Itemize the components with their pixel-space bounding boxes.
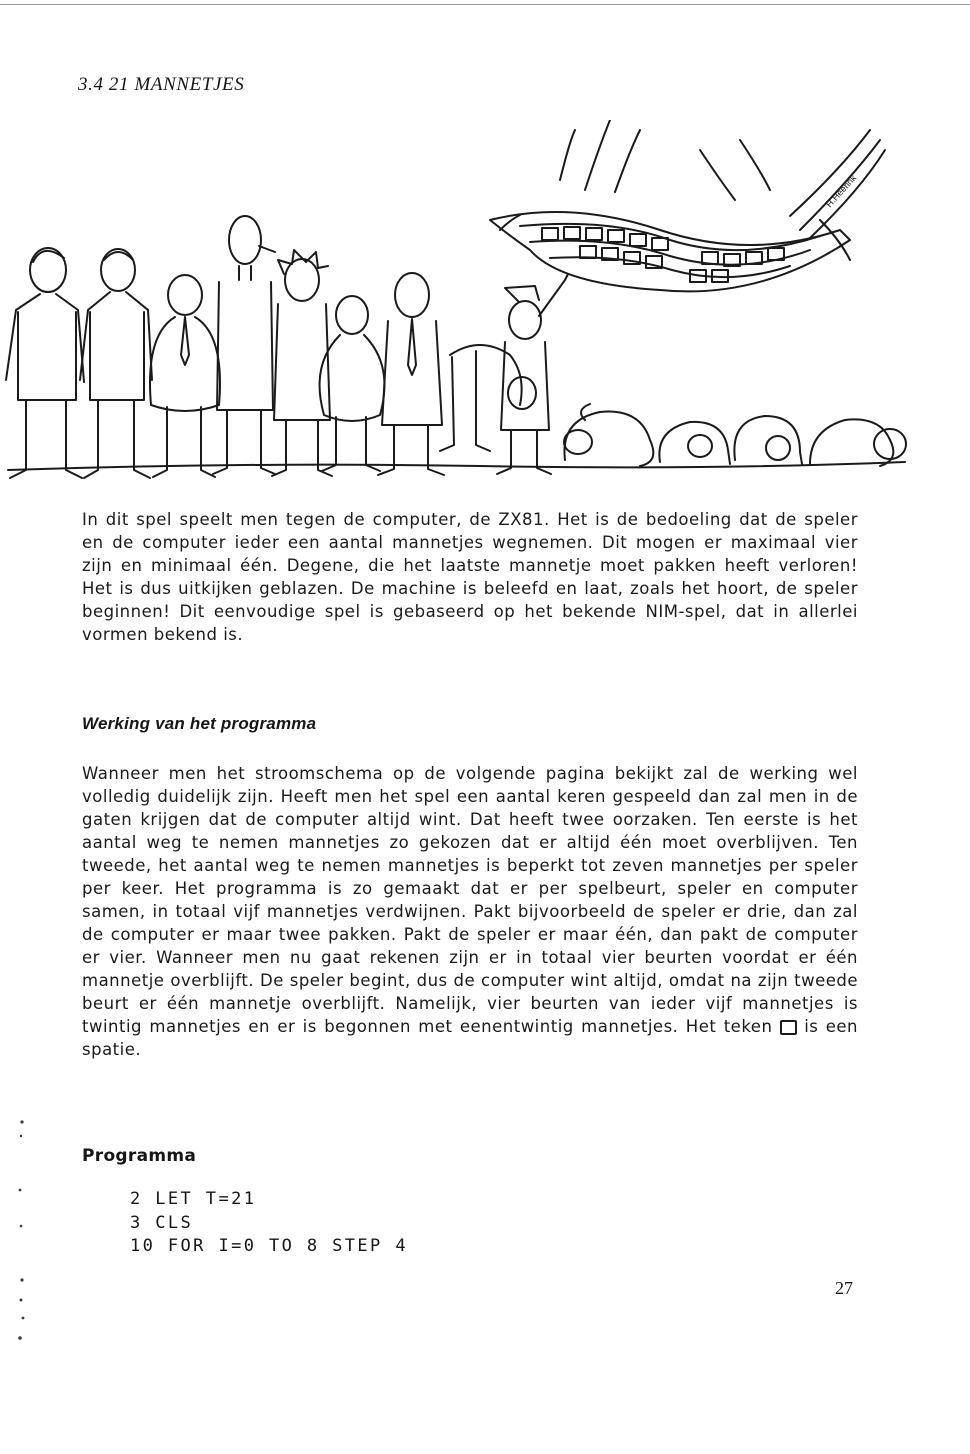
section-heading: 3.4 21 MANNETJES xyxy=(78,74,245,95)
cartoon-svg xyxy=(0,120,970,490)
fallen-figure-2 xyxy=(659,422,730,464)
figure-3 xyxy=(150,275,220,477)
space-box-icon xyxy=(780,1020,797,1035)
code-line: 2 LET T=21 xyxy=(130,1189,257,1209)
program-listing xyxy=(130,1188,408,1259)
werking-text-end: is een spatie. xyxy=(82,1017,859,1059)
code-line: 10 FOR I=0 TO 8 STEP 4 xyxy=(130,1236,408,1256)
werking-text: Wanneer men het stroomschema op de volgende pagina bekijkt zal de werking wel volledig duidelijk zijn. Heeft men het spel een aantal keren gespeeld dan zal men in de gaten krijgen dat de computer altijd wint. Dat heeft twee oorzaken. Ten eerste is het aantal weg te nemen mannetjes zo gekozen dat er altijd één moet overblijven. Ten tweede, het aantal weg te nemen mannetjes is beperkt tot zeven mannetjes per speler per keer. Het programma is zo gemaakt dat er per spelbeurt, speler en computer samen, in totaal vijf mannetjes verdwijnen. Pakt bijvoorbeeld de speler er drie, dan zal de computer er maar twee pakken. Pakt de speler er maar één, dan pakt de computer er vier. Wanneer men nu gaat rekenen zijn er in totaal vier beurten voordat er één mannetje overblijft. De speler begint, dus de computer wint altijd, omdat na zijn tweede beurt er één mannetje overblijft. Namelijk, vier beurten van ieder vijf mannetjes is twintig mannetjes en er is begonnen met eenentwintig mannetjes. Het teken xyxy=(82,764,858,1036)
figure-bending xyxy=(440,345,536,451)
zx81-keyboard xyxy=(490,212,850,291)
figure-7 xyxy=(378,273,444,475)
figure-1 xyxy=(6,248,84,478)
figure-2 xyxy=(80,249,152,478)
fallen-head-3 xyxy=(766,436,790,460)
werking-heading: Werking van het programma xyxy=(82,714,317,733)
keyboard-tail xyxy=(790,130,885,238)
program-heading: Programma xyxy=(82,1146,197,1166)
werking-paragraph xyxy=(82,762,858,1061)
cartoon-illustration xyxy=(0,120,970,490)
illustration-signature: H.Heerink xyxy=(824,172,859,210)
code-line: 3 CLS xyxy=(130,1212,194,1233)
ground-line xyxy=(8,462,905,470)
figure-4 xyxy=(213,216,275,474)
top-rule xyxy=(0,4,970,5)
fallen-figure-1 xyxy=(564,404,653,466)
fallen-head-4 xyxy=(874,429,906,459)
page-number: 27 xyxy=(835,1278,853,1298)
scan-specks xyxy=(12,1100,32,1360)
fallen-head-2 xyxy=(688,435,712,457)
fallen-head-1 xyxy=(564,430,592,454)
intro-paragraph: In dit spel speelt men tegen de computer, de ZX81. Het is de bedoeling dat de speler en de computer ieder een aantal mannetjes wegnemen. Dit mogen er maximaal vier zijn en minimaal één. Degene, die het laatste mannetje moet pakken heeft verloren! Het is dus uitkijken geblazen. De machine is beleefd en laat, zoals het hoort, de speler beginnen! Dit eenvoudige spel is gebaseerd op het bekende NIM-spel, dat in allerlei vormen bekend is. xyxy=(82,510,858,644)
fallen-figure-4 xyxy=(810,419,893,466)
